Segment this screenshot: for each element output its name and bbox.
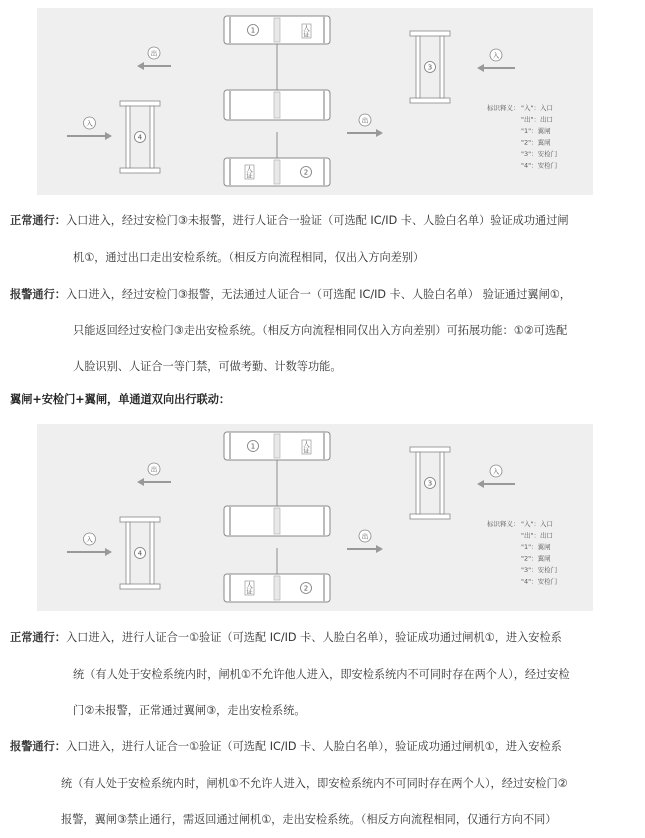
alarm-pass-1-line3: 人脸识别、人证合一等门禁，可做考勤、计数等功能。 [73,360,342,373]
direction-label: 入 [492,467,500,476]
section-2-heading: 翼闸+安检门+翼闸，单通道双向出行联动： [10,393,231,406]
alarm-pass-2-line2: 统（有人处于安检系统内时，闸机①不允许人进入，即安检系统内不可同时存在两个人），经过安检门② [61,777,568,790]
wing-gate-2 [224,574,330,602]
legend-item: "入"：入口 [521,520,553,528]
id-tag-char: 人 [246,581,253,589]
legend-item: "出"：出口 [521,531,553,540]
legend-item: "3"：安检门 [521,150,558,158]
alarm-pass-label: 报警通行： [10,288,66,301]
normal-pass-1-line2: 机①，通过出口走出安检系统。（相反方向流程相同，仅出入方向差别） [73,251,425,264]
entry-arrow-left [67,117,112,140]
legend-title: 标识释义： [487,520,520,528]
normal-pass-label-2: 正常通行： [10,631,66,644]
id-tag-char: 证 [303,446,310,455]
normal-pass-label: 正常通行： [10,214,66,227]
turnstile-diagram-1 [37,8,593,195]
legend [487,519,557,586]
legend-item: "1"：翼闸 [521,543,551,551]
id-tag-char: 人 [303,24,310,32]
alarm-pass-1-line2: 只能返回经过安检门③走出安检系统。（相反方向流程相同仅出入方向差别）可拓展功能：①②可选配 [73,324,568,337]
wing-gate-middle [224,90,330,120]
id-verify-tag-2 [245,164,254,180]
alarm-pass-1-line1: 报警通行：入口进入，经过安检门③报警，无法通过人证合一（可选配 IC/ID 卡、人脸白名单） 验证通过翼闸①， [10,288,571,301]
id-tag-char: 证 [246,171,253,180]
id-verify-tag-1 [302,23,311,39]
security-gate-4 [120,517,160,589]
gate-number-2: 2 [303,168,309,177]
gate-number-1: 1 [250,442,256,451]
legend [487,103,557,170]
entry-arrow-left [67,533,112,556]
diagram-svg-2 [37,424,593,611]
legend-item: "2"：翼闸 [521,554,551,563]
direction-label: 入 [86,119,93,128]
normal-pass-2-line2: 统（有人处于安检系统内时，闸机①不允许他人进入，即安检系统内不可同时存在两个人），经过安检 [73,668,570,681]
id-tag-char: 人 [246,165,253,173]
exit-arrow-top [137,47,171,70]
alarm-pass-2-line1: 报警通行：入口进入，进行人证合一①验证（可选配 IC/ID 卡、人脸白名单），验证成功通过闸机①，进入安检系 [10,740,562,753]
gate-number: 3 [427,479,433,488]
diagram-svg-1 [37,8,593,195]
legend-item: "4"：安检门 [521,161,558,170]
direction-label: 出 [361,532,369,541]
legend-item: "4"：安检门 [521,577,558,586]
legend-item: "2"：翼闸 [521,138,551,147]
turnstile-diagram-2 [37,424,593,611]
gate-number: 3 [427,63,433,72]
direction-label: 出 [361,116,369,125]
normal-pass-2-line3: 门②未报警，正常通过翼闸③，走出安检系统。 [73,704,306,717]
legend-item: "3"：安检门 [521,566,558,574]
gate-number: 4 [137,133,143,142]
wing-gate-2 [224,158,330,186]
id-tag-char: 人 [303,440,310,448]
direction-label: 入 [492,51,500,60]
exit-arrow-right [347,114,383,137]
wing-gate-middle [224,506,330,536]
wing-gate-1 [224,432,330,460]
gate-number-2: 2 [303,584,309,593]
id-tag-char: 证 [246,587,253,596]
entry-arrow-right [477,465,515,488]
gate-number: 4 [137,549,143,558]
wing-gate-1 [224,16,330,44]
direction-label: 出 [150,465,158,474]
entry-arrow-right [477,49,515,72]
diagram-group [67,432,557,602]
legend-item: "出"：出口 [521,115,553,124]
normal-pass-1-line1: 正常通行：入口进入，经过安检门③未报警，进行人证合一验证（可选配 IC/ID 卡、人脸白名单）验证成功通过闸 [10,214,569,227]
security-gate-3 [410,447,450,519]
legend-title: 标识释义： [487,104,520,112]
direction-label: 入 [86,535,93,544]
security-gate-4 [120,101,160,173]
id-tag-char: 证 [303,30,310,39]
exit-arrow-top [137,463,171,486]
exit-arrow-right [347,530,383,553]
legend-item: "1"：翼闸 [521,127,551,135]
direction-label: 出 [150,49,158,58]
normal-pass-2-line1: 正常通行：入口进入，进行人证合一①验证（可选配 IC/ID 卡、人脸白名单），验证成功通过闸机①，进入安检系 [10,631,562,644]
legend-item: "入"：入口 [521,104,553,112]
id-verify-tag-2 [245,580,254,596]
alarm-pass-2-line3: 报警，翼闸③禁止通行，需返回通过闸机①，走出安检系统。（相反方向流程相同，仅通行方向不同） [61,813,557,826]
security-gate-3 [410,31,450,103]
diagram-group [67,16,557,186]
alarm-pass-label-2: 报警通行： [10,740,66,753]
id-verify-tag-1 [302,439,311,455]
gate-number-1: 1 [250,26,256,35]
